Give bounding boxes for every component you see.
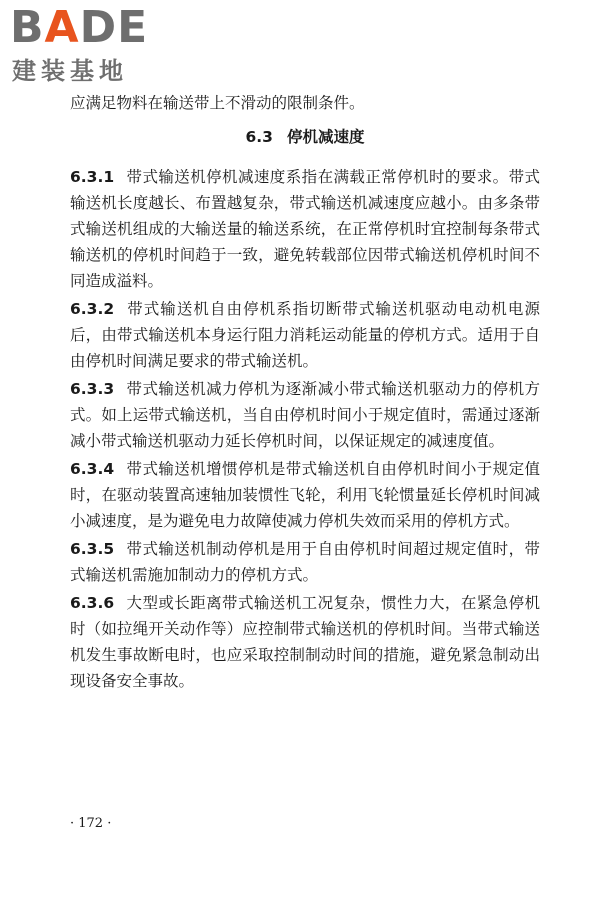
logo-letter-a: A [44, 2, 80, 53]
clause-6-3-5 [70, 536, 540, 588]
clause-6-3-3 [70, 376, 540, 454]
clause-number: 6.3.4 [70, 460, 115, 478]
logo-word [10, 4, 148, 52]
clause-6-3-1 [70, 164, 540, 294]
clause-number: 6.3.6 [70, 594, 115, 612]
section-number: 6.3 [245, 128, 273, 146]
clause-text: 带式输送机自由停机系指切断带式输送机驱动电动机电源后，由带式输送机本身运行阻力消耗运动能量的停机方式。适用于自由停机时间满足要求的带式输送机。 [70, 300, 540, 370]
section-heading [70, 124, 540, 150]
clause-text: 带式输送机停机减速度系指在满载正常停机时的要求。带式输送机长度越长、布置越复杂，带式输送机减速度应越小。由多条带式输送机组成的大输送量的输送系统，在正常停机时宜控制每条带式输送机的停机时间趋于一致，避免转载部位因带式输送机停机时间不同造成溢料。 [70, 168, 540, 290]
clause-text: 带式输送机减力停机为逐渐减小带式输送机驱动力的停机方式。如上运带式输送机，当自由停机时间小于规定值时，需通过逐渐减小带式输送机驱动力延长停机时间，以保证规定的减速度值。 [70, 380, 540, 450]
clause-number: 6.3.2 [70, 300, 115, 318]
clause-6-3-4 [70, 456, 540, 534]
clause-number: 6.3.5 [70, 540, 115, 558]
clause-number: 6.3.1 [70, 168, 115, 186]
watermark-logo [10, 4, 175, 88]
clause-text: 带式输送机制动停机是用于自由停机时间超过规定值时，带式输送机需施加制动力的停机方式。 [70, 540, 540, 584]
section-title: 停机减速度 [286, 128, 365, 146]
logo-letter-b: B [10, 2, 45, 53]
clause-number: 6.3.3 [70, 380, 115, 398]
clause-text: 大型或长距离带式输送机工况复杂，惯性力大，在紧急停机时（如拉绳开关动作等）应控制带式输送机的停机时间。当带式输送机发生事故断电时，也应采取控制制动时间的措施，避免紧急制动出现设备安全事故。 [70, 594, 540, 690]
page-number: · 172 · [70, 816, 112, 831]
clause-6-3-6 [70, 590, 540, 694]
logo-letters-de: DE [79, 2, 149, 53]
document-body [70, 90, 540, 696]
clause-6-3-2 [70, 296, 540, 374]
continuation-text: 应满足物料在输送带上不滑动的限制条件。 [70, 94, 365, 112]
clause-text: 带式输送机增惯停机是带式输送机自由停机时间小于规定值时，在驱动装置高速轴加装惯性飞轮，利用飞轮惯量延长停机时间减小减速度，是为避免电力故障使减力停机失效而采用的停机方式。 [70, 460, 540, 530]
logo-subtitle: 建装基地 [12, 57, 128, 85]
